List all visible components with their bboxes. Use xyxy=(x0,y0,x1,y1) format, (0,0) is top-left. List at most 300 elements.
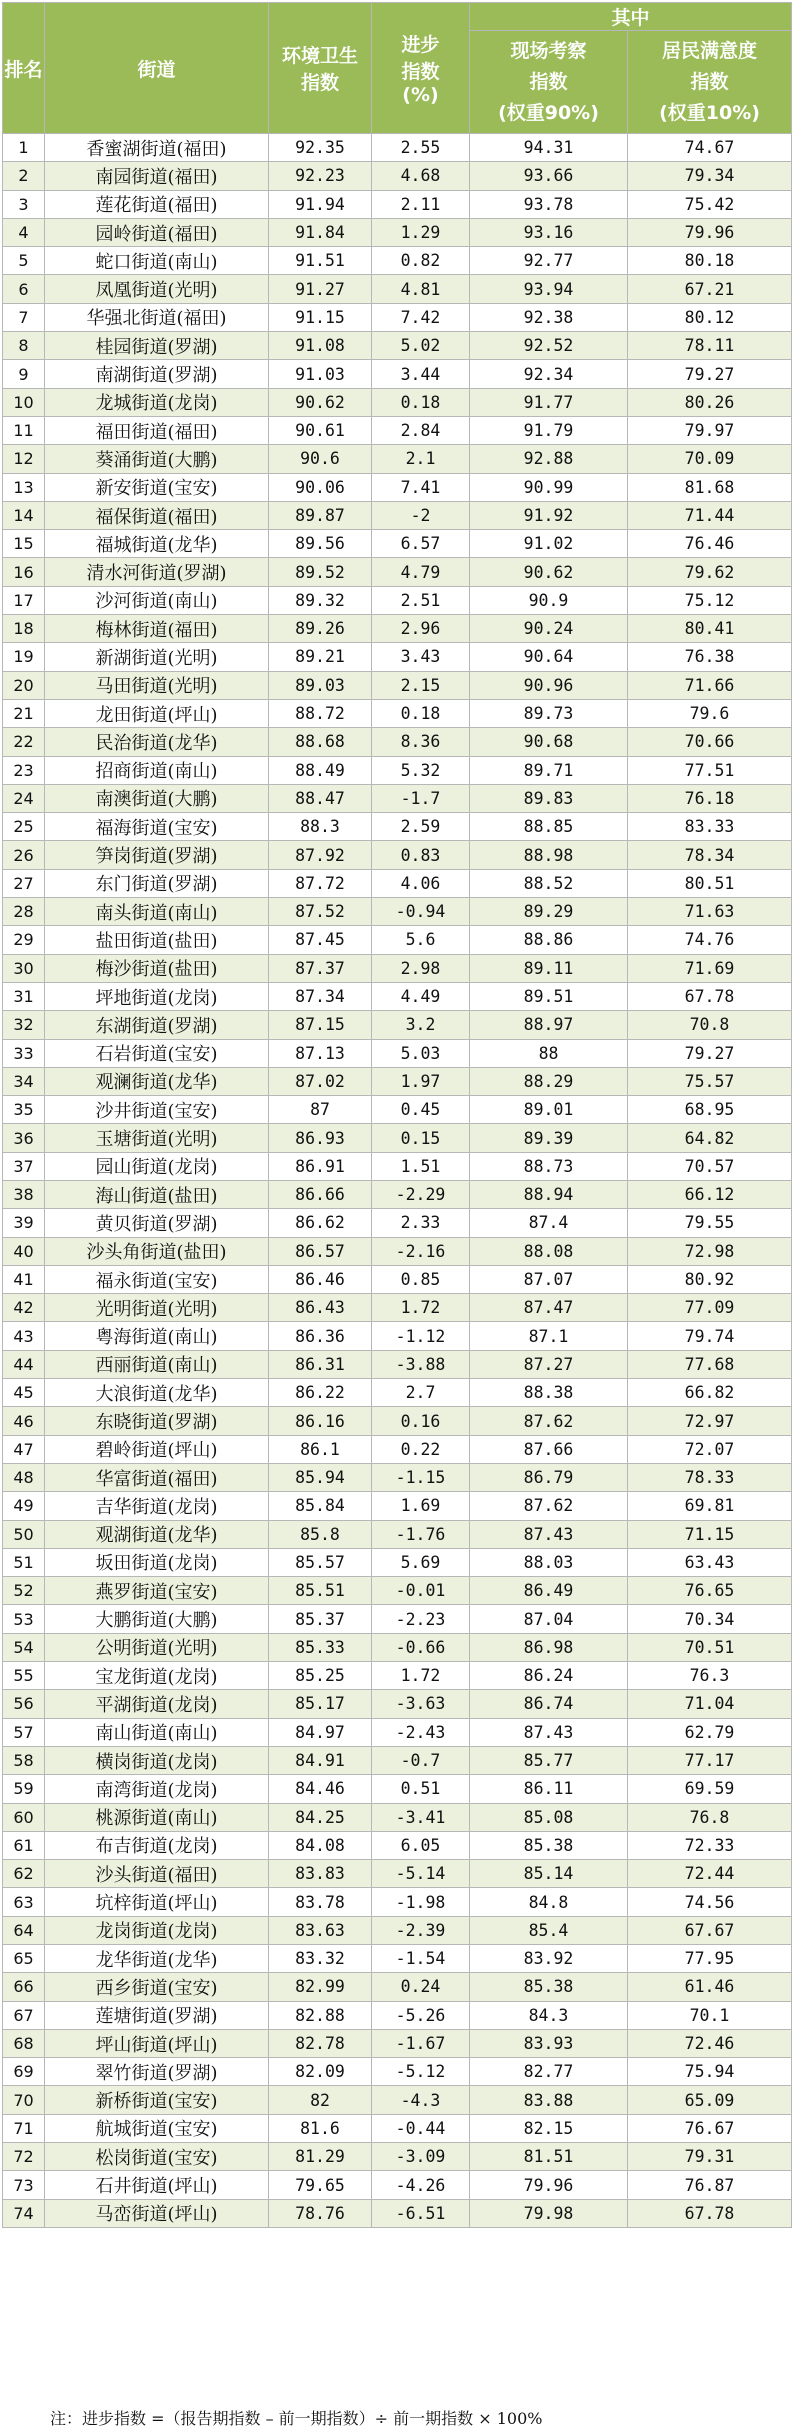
cell-progress: 1.29 xyxy=(372,218,470,246)
cell-street: 布吉街道(龙岗) xyxy=(45,1831,269,1859)
header-satisfaction: 居民满意度 指数 (权重10%) xyxy=(628,31,792,134)
table-row xyxy=(3,2058,792,2086)
cell-progress: 1.51 xyxy=(372,1152,470,1180)
cell-rank: 72 xyxy=(3,2143,45,2171)
cell-rank: 30 xyxy=(3,954,45,982)
cell-env-index: 81.6 xyxy=(269,2114,372,2142)
cell-progress: 2.84 xyxy=(372,416,470,444)
cell-env-index: 82.78 xyxy=(269,2029,372,2057)
cell-progress: 0.83 xyxy=(372,841,470,869)
cell-satisfaction: 76.3 xyxy=(628,1662,792,1690)
cell-street: 盐田街道(盐田) xyxy=(45,926,269,954)
cell-onsite: 86.98 xyxy=(470,1633,628,1661)
cell-rank: 12 xyxy=(3,445,45,473)
table-row xyxy=(3,1435,792,1463)
cell-satisfaction: 72.44 xyxy=(628,1860,792,1888)
cell-env-index: 91.51 xyxy=(269,247,372,275)
cell-progress: -2.39 xyxy=(372,1916,470,1944)
cell-satisfaction: 76.67 xyxy=(628,2114,792,2142)
cell-onsite: 89.73 xyxy=(470,699,628,727)
table-row xyxy=(3,2199,792,2227)
cell-progress: -1.7 xyxy=(372,784,470,812)
cell-satisfaction: 72.46 xyxy=(628,2029,792,2057)
cell-onsite: 90.62 xyxy=(470,558,628,586)
cell-progress: 0.16 xyxy=(372,1407,470,1435)
cell-env-index: 87.02 xyxy=(269,1067,372,1095)
cell-street: 龙岗街道(龙岗) xyxy=(45,1916,269,1944)
table-row xyxy=(3,841,792,869)
table-row xyxy=(3,1577,792,1605)
table-row xyxy=(3,162,792,190)
table-row xyxy=(3,1124,792,1152)
cell-street: 坂田街道(龙岗) xyxy=(45,1548,269,1576)
cell-env-index: 89.56 xyxy=(269,530,372,558)
cell-rank: 20 xyxy=(3,671,45,699)
cell-street: 福田街道(福田) xyxy=(45,416,269,444)
cell-street: 宝龙街道(龙岗) xyxy=(45,1662,269,1690)
cell-onsite: 92.34 xyxy=(470,360,628,388)
cell-onsite: 87.1 xyxy=(470,1322,628,1350)
cell-rank: 32 xyxy=(3,1011,45,1039)
cell-rank: 50 xyxy=(3,1520,45,1548)
cell-satisfaction: 67.21 xyxy=(628,275,792,303)
table-row xyxy=(3,1265,792,1293)
cell-rank: 19 xyxy=(3,643,45,671)
table-row xyxy=(3,558,792,586)
cell-rank: 63 xyxy=(3,1888,45,1916)
cell-rank: 41 xyxy=(3,1265,45,1293)
cell-satisfaction: 76.18 xyxy=(628,784,792,812)
cell-satisfaction: 70.51 xyxy=(628,1633,792,1661)
cell-onsite: 90.96 xyxy=(470,671,628,699)
cell-env-index: 87.37 xyxy=(269,954,372,982)
cell-onsite: 89.71 xyxy=(470,756,628,784)
cell-progress: -0.7 xyxy=(372,1746,470,1774)
cell-env-index: 81.29 xyxy=(269,2143,372,2171)
cell-satisfaction: 76.38 xyxy=(628,643,792,671)
table-row xyxy=(3,1379,792,1407)
cell-street: 航城街道(宝安) xyxy=(45,2114,269,2142)
cell-progress: 1.69 xyxy=(372,1492,470,1520)
ranking-table xyxy=(2,2,792,2228)
cell-rank: 64 xyxy=(3,1916,45,1944)
table-row xyxy=(3,1831,792,1859)
cell-progress: 0.18 xyxy=(372,699,470,727)
cell-onsite: 90.24 xyxy=(470,615,628,643)
cell-env-index: 84.08 xyxy=(269,1831,372,1859)
cell-street: 横岗街道(龙岗) xyxy=(45,1746,269,1774)
cell-onsite: 87.62 xyxy=(470,1407,628,1435)
header-env-index: 环境卫生 指数 xyxy=(269,3,372,134)
cell-env-index: 85.25 xyxy=(269,1662,372,1690)
cell-onsite: 88.52 xyxy=(470,869,628,897)
cell-rank: 24 xyxy=(3,784,45,812)
cell-progress: -3.09 xyxy=(372,2143,470,2171)
cell-rank: 66 xyxy=(3,1973,45,2001)
table-row xyxy=(3,671,792,699)
cell-onsite: 82.77 xyxy=(470,2058,628,2086)
cell-street: 坪地街道(龙岗) xyxy=(45,982,269,1010)
cell-progress: 0.15 xyxy=(372,1124,470,1152)
cell-street: 坑梓街道(坪山) xyxy=(45,1888,269,1916)
cell-onsite: 86.74 xyxy=(470,1690,628,1718)
cell-env-index: 86.22 xyxy=(269,1379,372,1407)
cell-satisfaction: 77.17 xyxy=(628,1746,792,1774)
cell-satisfaction: 79.62 xyxy=(628,558,792,586)
cell-env-index: 88.3 xyxy=(269,813,372,841)
cell-satisfaction: 79.6 xyxy=(628,699,792,727)
cell-rank: 2 xyxy=(3,162,45,190)
cell-street: 石岩街道(宝安) xyxy=(45,1039,269,1067)
cell-env-index: 89.52 xyxy=(269,558,372,586)
cell-rank: 17 xyxy=(3,586,45,614)
table-row xyxy=(3,954,792,982)
cell-street: 东晓街道(罗湖) xyxy=(45,1407,269,1435)
cell-progress: 7.42 xyxy=(372,303,470,331)
table-row xyxy=(3,2114,792,2142)
cell-onsite: 86.24 xyxy=(470,1662,628,1690)
cell-satisfaction: 69.81 xyxy=(628,1492,792,1520)
cell-satisfaction: 70.09 xyxy=(628,445,792,473)
cell-onsite: 87.4 xyxy=(470,1209,628,1237)
cell-street: 西丽街道(南山) xyxy=(45,1350,269,1378)
cell-rank: 47 xyxy=(3,1435,45,1463)
table-row xyxy=(3,1633,792,1661)
cell-street: 光明街道(光明) xyxy=(45,1294,269,1322)
cell-progress: -2.29 xyxy=(372,1180,470,1208)
cell-progress: 5.69 xyxy=(372,1548,470,1576)
cell-satisfaction: 80.51 xyxy=(628,869,792,897)
cell-satisfaction: 65.09 xyxy=(628,2086,792,2114)
header-street: 街道 xyxy=(45,3,269,134)
cell-street: 莲花街道(福田) xyxy=(45,190,269,218)
table-row xyxy=(3,332,792,360)
cell-progress: 2.98 xyxy=(372,954,470,982)
cell-progress: 5.32 xyxy=(372,756,470,784)
cell-rank: 69 xyxy=(3,2058,45,2086)
cell-satisfaction: 75.42 xyxy=(628,190,792,218)
cell-env-index: 91.03 xyxy=(269,360,372,388)
cell-street: 西乡街道(宝安) xyxy=(45,1973,269,2001)
cell-rank: 42 xyxy=(3,1294,45,1322)
cell-street: 沙河街道(南山) xyxy=(45,586,269,614)
cell-rank: 15 xyxy=(3,530,45,558)
cell-env-index: 82.88 xyxy=(269,2001,372,2029)
cell-onsite: 87.47 xyxy=(470,1294,628,1322)
cell-onsite: 81.51 xyxy=(470,2143,628,2171)
cell-onsite: 92.88 xyxy=(470,445,628,473)
cell-progress: 4.49 xyxy=(372,982,470,1010)
cell-rank: 8 xyxy=(3,332,45,360)
table-row xyxy=(3,2029,792,2057)
cell-onsite: 88.29 xyxy=(470,1067,628,1095)
cell-env-index: 87.72 xyxy=(269,869,372,897)
cell-progress: 2.11 xyxy=(372,190,470,218)
cell-env-index: 88.49 xyxy=(269,756,372,784)
cell-street: 南湖街道(罗湖) xyxy=(45,360,269,388)
cell-env-index: 89.32 xyxy=(269,586,372,614)
cell-env-index: 86.62 xyxy=(269,1209,372,1237)
cell-satisfaction: 79.55 xyxy=(628,1209,792,1237)
cell-satisfaction: 78.11 xyxy=(628,332,792,360)
cell-satisfaction: 67.78 xyxy=(628,982,792,1010)
cell-onsite: 85.77 xyxy=(470,1746,628,1774)
cell-progress: 1.72 xyxy=(372,1294,470,1322)
cell-street: 碧岭街道(坪山) xyxy=(45,1435,269,1463)
cell-env-index: 85.94 xyxy=(269,1463,372,1491)
table-row xyxy=(3,869,792,897)
cell-progress: 4.06 xyxy=(372,869,470,897)
cell-progress: -4.3 xyxy=(372,2086,470,2114)
cell-progress: 2.51 xyxy=(372,586,470,614)
table-row xyxy=(3,501,792,529)
cell-onsite: 83.88 xyxy=(470,2086,628,2114)
cell-street: 沙井街道(宝安) xyxy=(45,1096,269,1124)
cell-rank: 70 xyxy=(3,2086,45,2114)
cell-street: 东门街道(罗湖) xyxy=(45,869,269,897)
cell-satisfaction: 72.07 xyxy=(628,1435,792,1463)
cell-satisfaction: 76.65 xyxy=(628,1577,792,1605)
table-row xyxy=(3,1775,792,1803)
cell-satisfaction: 79.31 xyxy=(628,2143,792,2171)
cell-onsite: 90.99 xyxy=(470,473,628,501)
cell-env-index: 92.23 xyxy=(269,162,372,190)
cell-env-index: 91.94 xyxy=(269,190,372,218)
cell-progress: 6.57 xyxy=(372,530,470,558)
cell-rank: 55 xyxy=(3,1662,45,1690)
cell-onsite: 91.92 xyxy=(470,501,628,529)
cell-progress: -0.44 xyxy=(372,2114,470,2142)
table-row xyxy=(3,190,792,218)
cell-env-index: 83.78 xyxy=(269,1888,372,1916)
cell-street: 华富街道(福田) xyxy=(45,1463,269,1491)
cell-rank: 4 xyxy=(3,218,45,246)
cell-satisfaction: 78.34 xyxy=(628,841,792,869)
cell-street: 吉华街道(龙岗) xyxy=(45,1492,269,1520)
cell-progress: 0.18 xyxy=(372,388,470,416)
cell-progress: 6.05 xyxy=(372,1831,470,1859)
cell-progress: -1.15 xyxy=(372,1463,470,1491)
table-row xyxy=(3,360,792,388)
cell-progress: 2.59 xyxy=(372,813,470,841)
cell-rank: 34 xyxy=(3,1067,45,1095)
cell-onsite: 83.92 xyxy=(470,1945,628,1973)
cell-rank: 57 xyxy=(3,1718,45,1746)
cell-satisfaction: 71.15 xyxy=(628,1520,792,1548)
cell-progress: 0.85 xyxy=(372,1265,470,1293)
cell-rank: 38 xyxy=(3,1180,45,1208)
cell-satisfaction: 72.98 xyxy=(628,1237,792,1265)
cell-street: 马峦街道(坪山) xyxy=(45,2199,269,2227)
cell-env-index: 87.92 xyxy=(269,841,372,869)
cell-onsite: 87.62 xyxy=(470,1492,628,1520)
cell-street: 梅林街道(福田) xyxy=(45,615,269,643)
cell-rank: 56 xyxy=(3,1690,45,1718)
cell-satisfaction: 70.57 xyxy=(628,1152,792,1180)
cell-env-index: 85.57 xyxy=(269,1548,372,1576)
cell-satisfaction: 75.57 xyxy=(628,1067,792,1095)
cell-satisfaction: 74.76 xyxy=(628,926,792,954)
cell-onsite: 82.15 xyxy=(470,2114,628,2142)
cell-street: 福保街道(福田) xyxy=(45,501,269,529)
cell-street: 马田街道(光明) xyxy=(45,671,269,699)
cell-rank: 9 xyxy=(3,360,45,388)
cell-onsite: 79.96 xyxy=(470,2171,628,2199)
cell-onsite: 89.39 xyxy=(470,1124,628,1152)
cell-progress: 5.02 xyxy=(372,332,470,360)
cell-satisfaction: 83.33 xyxy=(628,813,792,841)
table-row xyxy=(3,1322,792,1350)
cell-onsite: 86.11 xyxy=(470,1775,628,1803)
cell-progress: 0.82 xyxy=(372,247,470,275)
cell-rank: 67 xyxy=(3,2001,45,2029)
table-row xyxy=(3,218,792,246)
cell-street: 新湖街道(光明) xyxy=(45,643,269,671)
cell-env-index: 91.27 xyxy=(269,275,372,303)
cell-onsite: 89.83 xyxy=(470,784,628,812)
cell-satisfaction: 80.26 xyxy=(628,388,792,416)
cell-rank: 45 xyxy=(3,1379,45,1407)
cell-street: 沙头角街道(盐田) xyxy=(45,1237,269,1265)
cell-street: 观湖街道(龙华) xyxy=(45,1520,269,1548)
cell-progress: 3.2 xyxy=(372,1011,470,1039)
header-rank: 排名 xyxy=(3,3,45,134)
table-row xyxy=(3,1803,792,1831)
cell-env-index: 84.97 xyxy=(269,1718,372,1746)
cell-street: 蛇口街道(南山) xyxy=(45,247,269,275)
cell-onsite: 93.66 xyxy=(470,162,628,190)
cell-street: 粤海街道(南山) xyxy=(45,1322,269,1350)
cell-rank: 73 xyxy=(3,2171,45,2199)
cell-satisfaction: 70.1 xyxy=(628,2001,792,2029)
cell-env-index: 88.72 xyxy=(269,699,372,727)
cell-onsite: 88.08 xyxy=(470,1237,628,1265)
cell-env-index: 88.47 xyxy=(269,784,372,812)
cell-satisfaction: 75.12 xyxy=(628,586,792,614)
cell-onsite: 90.64 xyxy=(470,643,628,671)
cell-satisfaction: 79.97 xyxy=(628,416,792,444)
cell-progress: -1.12 xyxy=(372,1322,470,1350)
table-row xyxy=(3,699,792,727)
cell-street: 观澜街道(龙华) xyxy=(45,1067,269,1095)
table-row xyxy=(3,1011,792,1039)
cell-progress: 2.7 xyxy=(372,1379,470,1407)
cell-onsite: 87.04 xyxy=(470,1605,628,1633)
cell-street: 梅沙街道(盐田) xyxy=(45,954,269,982)
cell-progress: -5.12 xyxy=(372,2058,470,2086)
table-row xyxy=(3,756,792,784)
cell-satisfaction: 75.94 xyxy=(628,2058,792,2086)
cell-progress: 5.6 xyxy=(372,926,470,954)
cell-street: 龙华街道(龙华) xyxy=(45,1945,269,1973)
cell-street: 龙城街道(龙岗) xyxy=(45,388,269,416)
cell-rank: 61 xyxy=(3,1831,45,1859)
cell-rank: 31 xyxy=(3,982,45,1010)
cell-street: 笋岗街道(罗湖) xyxy=(45,841,269,869)
cell-progress: -6.51 xyxy=(372,2199,470,2227)
cell-satisfaction: 68.95 xyxy=(628,1096,792,1124)
cell-onsite: 88.97 xyxy=(470,1011,628,1039)
cell-onsite: 90.9 xyxy=(470,586,628,614)
cell-satisfaction: 71.66 xyxy=(628,671,792,699)
cell-rank: 33 xyxy=(3,1039,45,1067)
cell-rank: 18 xyxy=(3,615,45,643)
cell-rank: 16 xyxy=(3,558,45,586)
cell-onsite: 88.86 xyxy=(470,926,628,954)
cell-street: 海山街道(盐田) xyxy=(45,1180,269,1208)
cell-env-index: 86.57 xyxy=(269,1237,372,1265)
cell-street: 民治街道(龙华) xyxy=(45,728,269,756)
cell-onsite: 86.79 xyxy=(470,1463,628,1491)
table-row xyxy=(3,530,792,558)
cell-rank: 74 xyxy=(3,2199,45,2227)
cell-street: 南湾街道(龙岗) xyxy=(45,1775,269,1803)
cell-env-index: 86.91 xyxy=(269,1152,372,1180)
cell-satisfaction: 70.34 xyxy=(628,1605,792,1633)
cell-satisfaction: 67.67 xyxy=(628,1916,792,1944)
cell-street: 东湖街道(罗湖) xyxy=(45,1011,269,1039)
cell-env-index: 83.63 xyxy=(269,1916,372,1944)
cell-env-index: 87.52 xyxy=(269,898,372,926)
cell-progress: -1.54 xyxy=(372,1945,470,1973)
cell-satisfaction: 77.68 xyxy=(628,1350,792,1378)
table-row xyxy=(3,1548,792,1576)
table-row xyxy=(3,1350,792,1378)
cell-satisfaction: 80.18 xyxy=(628,247,792,275)
cell-env-index: 84.46 xyxy=(269,1775,372,1803)
cell-satisfaction: 66.12 xyxy=(628,1180,792,1208)
table-row xyxy=(3,1152,792,1180)
cell-street: 大浪街道(龙华) xyxy=(45,1379,269,1407)
table-row xyxy=(3,982,792,1010)
header-onsite: 现场考察 指数 (权重90%) xyxy=(470,31,628,134)
cell-onsite: 87.43 xyxy=(470,1718,628,1746)
table-row xyxy=(3,1463,792,1491)
table-row xyxy=(3,1096,792,1124)
cell-progress: -0.66 xyxy=(372,1633,470,1661)
footnote: 注：进步指数 =（报告期指数 – 前一期指数）÷ 前一期指数 × 100% xyxy=(50,2409,543,2428)
cell-satisfaction: 64.82 xyxy=(628,1124,792,1152)
cell-progress: 0.24 xyxy=(372,1973,470,2001)
cell-onsite: 94.31 xyxy=(470,134,628,162)
cell-street: 南头街道(南山) xyxy=(45,898,269,926)
cell-rank: 26 xyxy=(3,841,45,869)
cell-env-index: 89.21 xyxy=(269,643,372,671)
cell-env-index: 87.45 xyxy=(269,926,372,954)
table-header xyxy=(3,3,792,134)
cell-onsite: 89.01 xyxy=(470,1096,628,1124)
cell-progress: 4.81 xyxy=(372,275,470,303)
cell-rank: 59 xyxy=(3,1775,45,1803)
cell-rank: 52 xyxy=(3,1577,45,1605)
cell-env-index: 90.61 xyxy=(269,416,372,444)
cell-street: 福海街道(宝安) xyxy=(45,813,269,841)
cell-onsite: 85.4 xyxy=(470,1916,628,1944)
cell-satisfaction: 77.09 xyxy=(628,1294,792,1322)
cell-street: 南山街道(南山) xyxy=(45,1718,269,1746)
cell-onsite: 93.16 xyxy=(470,218,628,246)
table-row xyxy=(3,1690,792,1718)
cell-env-index: 82.99 xyxy=(269,1973,372,2001)
cell-progress: 2.55 xyxy=(372,134,470,162)
cell-progress: -0.94 xyxy=(372,898,470,926)
cell-env-index: 86.31 xyxy=(269,1350,372,1378)
table-row xyxy=(3,926,792,954)
cell-satisfaction: 77.51 xyxy=(628,756,792,784)
table-row xyxy=(3,1916,792,1944)
cell-satisfaction: 81.68 xyxy=(628,473,792,501)
cell-rank: 6 xyxy=(3,275,45,303)
